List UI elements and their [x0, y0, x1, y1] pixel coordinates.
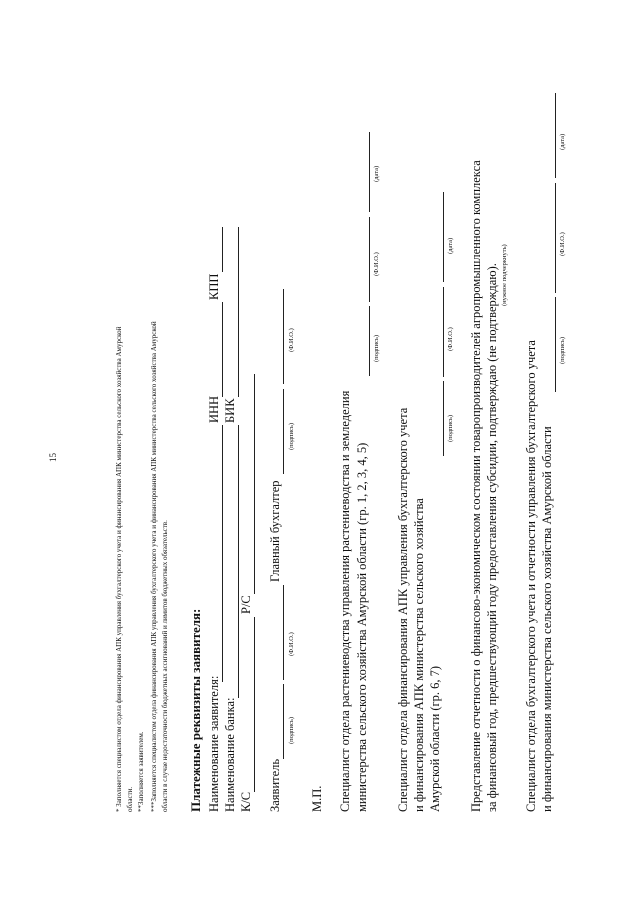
- applicant-name-line: [222, 425, 223, 682]
- footnote-1-line-1: * Заполняется специалистом отдела финансирования АПК управления бухгалтерского учета и финансирования АПК министерства сельского хозяйства Амурской: [115, 326, 123, 812]
- crop-signature-caption: (подпись): [373, 335, 380, 362]
- chief-accountant-fio-line: [283, 289, 284, 384]
- accounting-signature-line: [555, 297, 556, 392]
- accounting-specialist-line-2: и финансирования министерства сельского хозяйства Амурской области: [540, 426, 554, 812]
- chief-accountant-fio-caption: (Ф.И.О.): [288, 328, 295, 352]
- kpp-label: КПП: [207, 273, 221, 300]
- bank-name-label: Наименование банка:: [223, 697, 237, 812]
- crop-specialist-line-2: министерства сельского хозяйства Амурской области (гр. 1, 2, 3, 4, 5): [355, 442, 369, 812]
- finance-specialist-line-3: Амурской области (гр. 6, 7): [428, 665, 442, 812]
- finance-fio-line: [443, 287, 444, 377]
- finance-signature-line: [443, 381, 444, 456]
- payment-details-title: Платежные реквизиты заявителя:: [188, 608, 203, 812]
- crop-fio-caption: (Ф.И.О.): [373, 252, 380, 276]
- accounting-fio-caption: (Ф.И.О.): [559, 232, 566, 256]
- footnote-1-line-2: области.: [126, 786, 134, 812]
- finance-signature-caption: (подпись): [447, 415, 454, 442]
- applicant-name-label: Наименование заявителя:: [207, 675, 221, 812]
- accounting-date-caption: (дата): [559, 133, 566, 150]
- rs-line: [254, 374, 255, 594]
- bik-label: БИК: [223, 398, 237, 423]
- rs-label: Р/С: [239, 595, 253, 614]
- footnote-3-line-2: области в случае недостаточности бюджетных ассигнований и лимитов бюджетных обязательств.: [161, 520, 169, 812]
- reporting-line-2: за финансовый год, предшествующий году предоставления субсидии, подтверждаю (не подтверждаю).: [485, 263, 499, 812]
- applicant-fio-caption: (Ф.И.О.): [288, 632, 295, 656]
- page-number: 15: [48, 453, 58, 462]
- finance-date-line: [443, 192, 444, 282]
- stamp-label: М.П.: [310, 785, 324, 812]
- accounting-specialist-line-1: Специалист отдела бухгалтерского учета и отчетности управления бухгалтерского учета: [524, 340, 538, 812]
- crop-signature-line: [369, 306, 370, 376]
- underline-caption: (нужное подчеркнуть): [501, 244, 508, 306]
- kpp-line: [222, 227, 223, 272]
- ks-label: К/С: [239, 791, 253, 812]
- crop-date-caption: (дата): [373, 165, 380, 182]
- accounting-signature-caption: (подпись): [559, 337, 566, 364]
- crop-specialist-line-1: Специалист отдела растениеводства управления растениеводства и земледелия: [338, 390, 352, 812]
- reporting-line-1: Представление отчетности о финансово-экономическом состоянии товаропроизводителей агропромышленного комплекса: [469, 160, 483, 812]
- bik-line: [238, 227, 239, 397]
- accounting-date-line: [555, 93, 556, 178]
- applicant-label: Заявитель: [268, 758, 282, 812]
- inn-label: ИНН: [207, 395, 221, 423]
- ks-line: [254, 617, 255, 792]
- applicant-signature-caption: (подпись): [288, 717, 295, 744]
- footnote-2: **Заполняется заявителем.: [137, 731, 145, 812]
- finance-specialist-line-2: и финансирования АПК министерства сельского хозяйства: [412, 498, 426, 812]
- crop-fio-line: [369, 217, 370, 302]
- accounting-fio-line: [555, 183, 556, 293]
- chief-accountant-label: Главный бухгалтер: [268, 480, 282, 582]
- finance-date-caption: (дата): [447, 237, 454, 254]
- finance-specialist-line-1: Специалист отдела финансирования АПК управления бухгалтерского учета: [396, 407, 410, 812]
- footnote-3-line-1: ***Заполняется специалистом отдела финансирования АПК управления бухгалтерского учета и финансирования АПК министерства сельского хозяйства Амурской: [150, 321, 158, 812]
- chief-accountant-signature-caption: (подпись): [288, 423, 295, 450]
- bank-name-line: [238, 425, 239, 698]
- finance-fio-caption: (Ф.И.О.): [447, 327, 454, 351]
- crop-date-line: [369, 132, 370, 212]
- applicant-fio-line: [283, 585, 284, 680]
- applicant-signature-line: [283, 684, 284, 759]
- inn-line: [222, 302, 223, 397]
- chief-accountant-signature-line: [283, 389, 284, 474]
